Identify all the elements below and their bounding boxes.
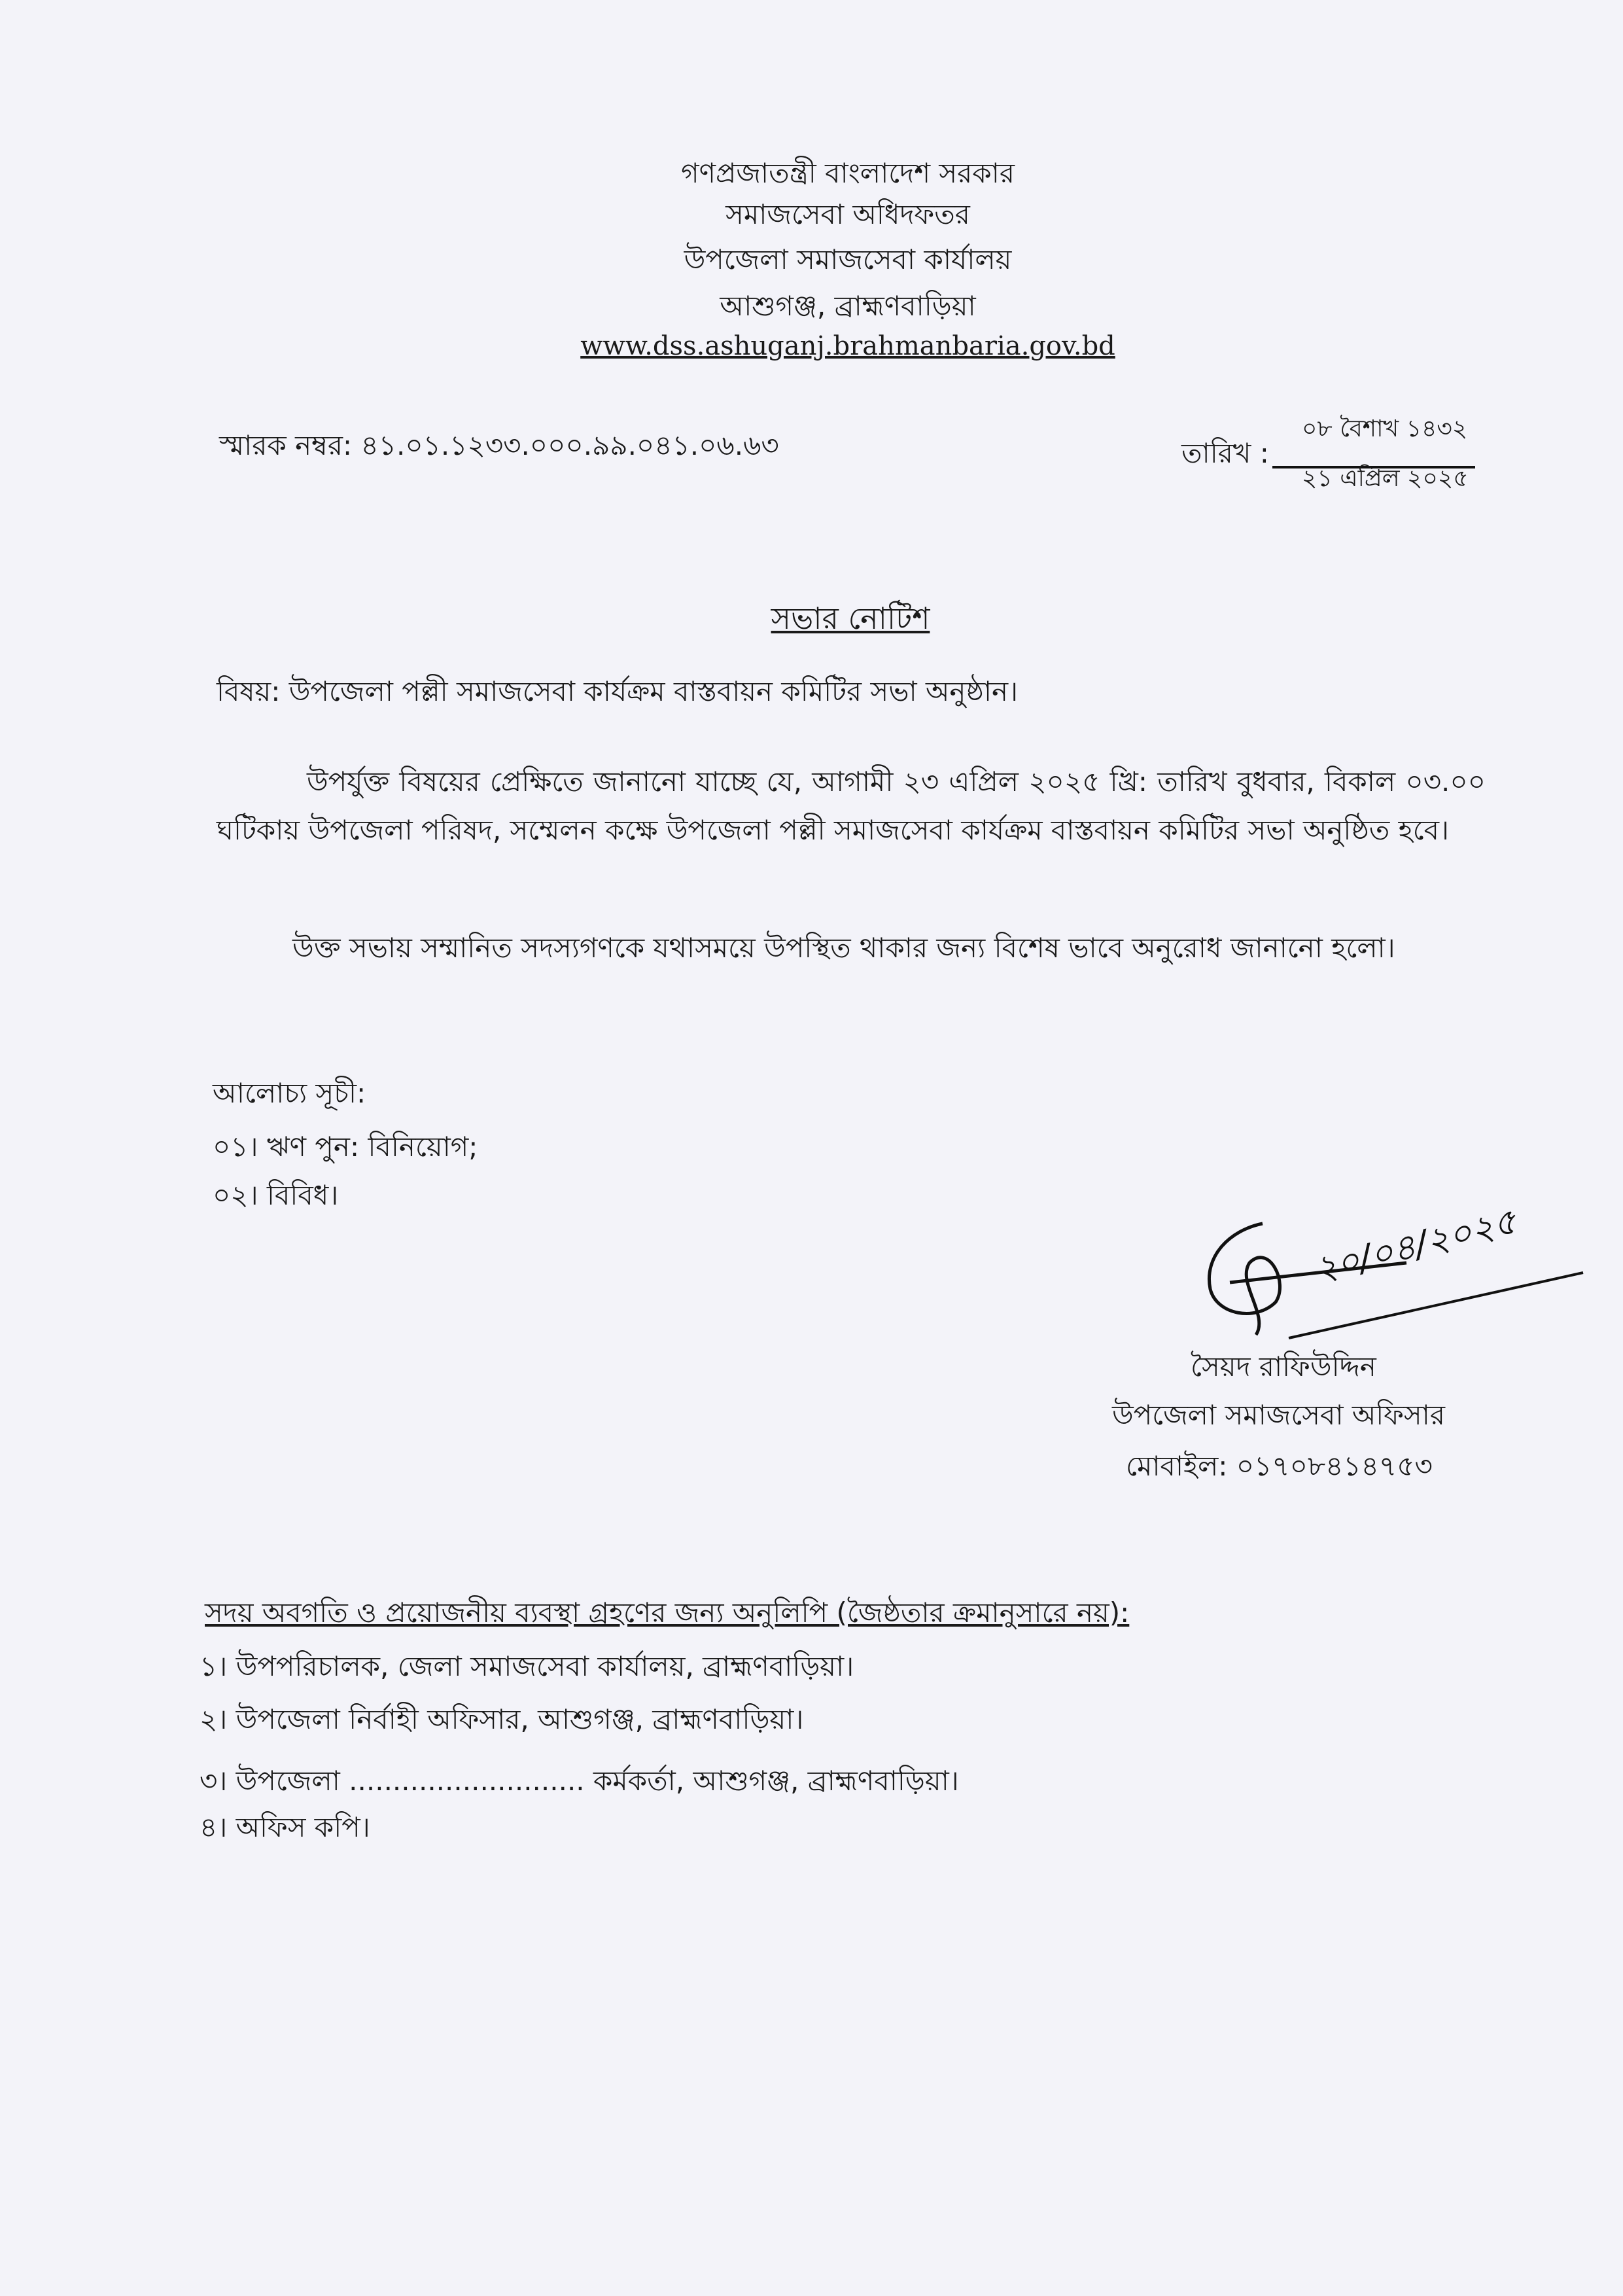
body-paragraph-2: উক্ত সভায় সম্মানিত সদস্যগণকে যথাসময়ে উপস্থিত থাকার জন্য বিশেষ ভাবে অনুরোধ জানানো হলো।	[292, 932, 1395, 964]
agenda-item: ০২। বিবিধ।	[213, 1179, 339, 1211]
signatory-mobile: মোবাইল: ০১৭০৮৪১৪৭৫৩	[1126, 1450, 1433, 1482]
copy-item: ৪। অফিস কপি।	[200, 1811, 370, 1843]
body-paragraph-1: উপর্যুক্ত বিষয়ের প্রেক্ষিতে জানানো যাচ্ছে যে, আগামী ২৩ এপ্রিল ২০২৫ খ্রি: তারিখ বুধবার, বিকাল ০৩.০০ ঘটিকায় উপজেলা পরিষদ, সম্মেলন কক্ষে উপজেলা পল্লী সমাজসেবা কার্যক্রম বাস্তবায়ন কমিটির সভা অনুষ্ঠিত হবে।	[217, 766, 1486, 846]
copies-heading: সদয় অবগতি ও প্রয়োজনীয় ব্যবস্থা গ্রহণের জন্য অনুলিপি (জৈষ্ঠতার ক্রমানুসারে নয়):	[205, 1597, 1130, 1629]
agenda-heading: আলোচ্য সূচী:	[213, 1077, 366, 1109]
date-gregorian: ২১ এপ্রিল ২০২৫	[1302, 465, 1469, 492]
memo-number: স্মারক নম্বর: ৪১.০১.১২৩৩.০০০.৯৯.০৪১.০৬.৬৩	[219, 429, 779, 461]
copy-item: ৩। উপজেলা ........................... কর্মকর্তা, আশুগঞ্জ, ব্রাহ্মণবাড়িয়া।	[200, 1765, 959, 1797]
agenda-item: ০১। ঋণ পুন: বিনিয়োগ;	[213, 1131, 478, 1163]
notice-title: সভার নোটিশ	[771, 601, 930, 636]
date-bangla: ০৮ বৈশাখ ১৪৩২	[1302, 415, 1468, 442]
copy-item: ১। উপপরিচালক, জেলা সমাজসেবা কার্যালয়, ব্রাহ্মণবাড়িয়া।	[200, 1650, 854, 1682]
subject-line: বিষয়: উপজেলা পল্লী সমাজসেবা কার্যক্রম বাস্তবায়ন কমিটির সভা অনুষ্ঠান।	[217, 675, 1019, 707]
signatory-designation: উপজেলা সমাজসেবা অফিসার	[1112, 1399, 1445, 1431]
date-label: তারিখ :	[1181, 437, 1269, 469]
copy-item: ২। উপজেলা নির্বাহী অফিসার, আশুগঞ্জ, ব্রাহ্মণবাড়িয়া।	[200, 1703, 804, 1735]
office-location: আশুগঞ্জ, ব্রাহ্মণবাড়িয়া	[720, 290, 976, 322]
signature-date: ২০/০৪/২০২৫	[1309, 1200, 1521, 1291]
department-name: সমাজসেবা অধিদফতর	[725, 198, 970, 230]
signatory-name: সৈয়দ রাফিউদ্দিন	[1191, 1351, 1376, 1383]
govt-name: গণপ্রজাতন্ত্রী বাংলাদেশ সরকার	[681, 157, 1015, 189]
office-name: উপজেলা সমাজসেবা কার্যালয়	[684, 243, 1012, 275]
website-link[interactable]: www.dss.ashuganj.brahmanbaria.gov.bd	[580, 331, 1115, 361]
